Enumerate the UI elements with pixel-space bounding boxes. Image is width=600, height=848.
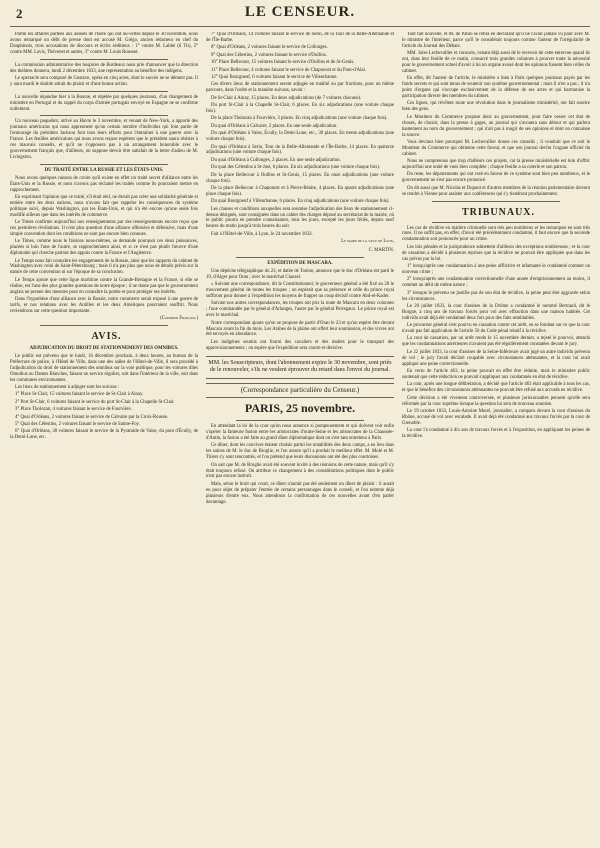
subscription-notice: [206, 356, 394, 380]
paragraph: Nous ne comprenons que trop d'ailleurs ces projets, car la presse ministérielle est loin d'offrir aujourd'hui une unité de vues bien complète ; chaque feuille a sa coterie et son patron.: [402, 159, 590, 171]
paragraph: Les lieux de stationnement à adjuger sont les suivans :: [15, 385, 120, 390]
list-item: 5° Quai des Célestins, 2 voitures faisant le service de Sainte-Foy.: [15, 422, 140, 428]
paragraph: Le Temps ajoute que cette ligue maritime contre la Grande-Bretagne et la France, si elle se réalise, est l'une des plus grandes questions de notre époque ; il ne doute pas que le gouvernement anglais ne prenne des mesures pour en connaître la portée et pour protéger ses intérêts.: [10, 277, 198, 295]
paragraph: La cour l'a condamné à dix ans de travaux forcés et à l'exposition, en appliquant les peines de la récidive.: [402, 428, 590, 440]
list-item: 3° lorsque le prévenu ne justifie pas de son état de récidive, la peine peut être aggravée selon les circonstances.: [402, 290, 590, 302]
divider: [432, 222, 560, 223]
paragraph: Le Temps nous fait connaître les engagements de la Russie, ainsi que les rapports du cabinet de Washington avec celui de Saint-Pétersbourg ; mais il n'a pas plus que nous de détails précis sur la nature de cette convention ni sur l'époque de sa conclusion.: [10, 258, 198, 276]
divider: [40, 325, 168, 326]
columns: [10, 27, 590, 844]
paragraph: En exprimant l'opinion que ce traité, s'il était réel, ne devait pas créer une solidarité générale et entière entre les deux nations, nous n'avons fait que rappeler les conséquences du système politique suivi, depuis Washington, par les États-Unis, et qui n'a été encore qu'une seule fois modifié ailleurs que dans les intérêts de commerce.: [10, 194, 198, 218]
paragraph: Vous devinez bien pourquoi M. Lechevallier donne ces conseils ; il voudrait que ce soit le Moniteur du Commerce qui obtienne cette faveur, et que son journal devînt l'organe officiel du cabinet.: [402, 139, 590, 157]
list-item: De St-Clair à Ainay, 15 places. En deux adjudications (de 7 voitures chacune).: [211, 95, 362, 101]
paragraph: Notre correspondant ajoute qu'on se propose de partir d'Oran le 23 et qu'on espère être devant Mascara avant la fin du mois. Les Arabes de la plaine ont offert leur soumission, et des vivres ont été envoyés en abondance.: [206, 320, 394, 338]
paragraph: La nouvelle répandue hier à la Bourse, et répétée par quelques journaux, d'un changement de ministère en Portugal et du rappel du corps d'armée portugais envoyé en Espagne ne se confirme nullement.: [10, 94, 198, 112]
paragraph: Suivant nos autres correspondances, les troupes ont pris la route de Mascara en deux colonnes ; l'une commandée par le général d'Arlanges, l'autre par le général Perregaux. Le prince royal est avec le maréchal.: [206, 301, 394, 319]
signature-name: C. MARTIN.: [368, 248, 394, 254]
divider: [236, 257, 364, 258]
masthead-title: LE CENSEUR.: [244, 4, 356, 20]
notice-heading: AVIS.: [91, 331, 122, 343]
paragraph: Mais, selon le bruit qui court, ce dîner n'aurait pas été seulement un dîner de plaisir : il aurait eu pour objet de préparer l'entrée de certains personnages dans le conseil, et l'on nomme déjà plusieurs d'entre eux. Nous attendrons la confirmation de ces nouvelles avant d'en parler davantage.: [206, 481, 394, 505]
dateline: PARIS, 25 novembre.: [244, 401, 356, 416]
list-item: 1° lorsqu'après une condamnation à une peine afflictive et infamante le condamné commet un nouveau crime ;: [402, 264, 590, 275]
paragraph: Le spectacle sera composé de Gustave, opéra en cinq actes, dont le succès ne se dément pas. Il y aura mardi le double attrait du plaisir et d'une bonne action.: [10, 75, 198, 87]
list-item: 3° Place Tholozan, 4 voitures faisant le service de Fourvière.: [15, 407, 132, 413]
paragraph: Ces lignes, qui révèlent toute une révolution dans le journalisme ministériel, ont fait sourire bien des gens.: [402, 101, 590, 113]
divider: [236, 420, 364, 421]
signature-title: Le maire de la ville de Lyon,: [341, 239, 394, 245]
list-item: 2° Port St-Clair, 6 voitures faisant le service du port St-Clair à la Chapelle St-Clair.: [15, 399, 175, 405]
list-item: Du quai d'Orléans à Collonges, 2 places. En une seule adjudication.: [211, 157, 341, 163]
article-heading: EXPÉDITION DE MASCARA.: [267, 261, 333, 266]
paragraph: Le Moniteur du Commerce propose donc au gouvernement, pour faire cesser cet état de choses, de choisir, dans la presse à gages, un journal qui s'avouera sans détour et qui parlera hautement au nom du gouvernement ; qui n'ait pas à rougir de ses opinions et dont on connaisse la source.: [402, 114, 590, 138]
paragraph: Parmi les affaires portées aux assises de l'Isère qui ont ou-vertes depuis le 30 novembre, nous avons remarqué un délit de presse dont est accusé M. Grégo, ancien rédacteur en chef du Dauphinois, trois accusations de discours et écrits séditieux : 1° contre M. Labbé (il Tit), 2° contre MM. Lavis, Thévenet et autres, 3° contre M. Louis Rousset.: [10, 32, 198, 55]
column-left: [10, 32, 198, 844]
list-item: 4° Quai d'Orléans, 2 voitures faisant le service de Calvaire par la Croix-Rousse.: [15, 414, 169, 420]
paragraph: MM. Jules Lechevallier et consorts, venant déjà aussi de le recevoir de cette entrevue quand ils ont, dans leur feuille de ce matin, consacré trois grandes colonnes à prouver toute la nécessité pour le gouvernement actuel d'avoir à lui un organe avoué dont les opinions fussent bien celles du cabinet.: [402, 51, 590, 74]
paragraph: Le 22 juillet 1833, la cour d'assises de la Seine-Inférieure avait jugé un autre individu prévenu de vol ; le jury l'avait déclaré coupable avec circonstances atténuantes, et la cour lui avait appliqué une peine correctionnelle.: [402, 349, 590, 367]
paragraph: Les lois pénales et la jurisprudence admettent d'ailleurs des exceptions nombreuses ; et la cour de cassation a décidé à plusieurs reprises que la récidive ne pouvait être appliquée que dans les cas prévus par la loi.: [402, 244, 590, 262]
source-credit: (Courrier Français.): [160, 316, 198, 322]
list-item: De la place Tholozan à Fourvière, 3 places. En cinq adjudications (une voiture chaque fois).: [211, 116, 388, 122]
paragraph: En attendant la loi de la cour qu'on nous annonce si pompeusement et qui doivent voir enfin s'opérer la fameuse fusion entre les aristocrates d'outre-Seine et les aristocrates de la Chaussée-d'Antin, la fusion a été faite au grand dîner diplomatique dont on s'est tant entretenu à Paris.: [206, 424, 394, 441]
paragraph: Le 19 octobre 1833, Louis-Antoine Morel, journalier, a comparu devant la cour d'assises du Rhône, accusé de vol avec escalade. Il avait déjà été condamné aux travaux forcés par la cour de Grenoble.: [402, 408, 590, 426]
paragraph: Cette décision a été vivement controversée, et plusieurs jurisconsultes pensent qu'elle sera réformée par la cour suprême lorsque la question lui sera de nouveau soumise.: [402, 395, 590, 407]
paragraph: En effet, dit l'auteur de l'article, le ministère a bien à Paris quelques journaux payés par les fonds secrets et qui sont tenus de soutenir son système gouvernemental ; mais il n'en a pas ; il n'a point d'organe qui s'occupe exclusivement de la défense de ses actes et qui harmonise la participation directe des membres du cabinet.: [402, 76, 590, 100]
paragraph: « Suivant une correspondance, dit le Constitutionnel, le gouverneur général a été fixé au 20 le mouvement général de toutes les troupes ; on espérait que sa présence et celle du prince royal suffiront pour donner à l'expédition les moyens de frapper un coup décisif contre Abd-el-Kader.: [206, 282, 394, 300]
article-heading: DU TRAITÉ ENTRE LA RUSSIE ET LES ÉTATS-UNIS.: [44, 167, 164, 173]
page-header: [10, 0, 590, 27]
subscription-notice-text: MM. les Souscripteurs, dont l'abonnement expire le 30 novembre, sont priés de le renouveler, s'ils ne veulent éprouver du retard dans l'envoi du journal.: [208, 359, 392, 373]
list-item: 2° lorsqu'après une condamnation correctionnelle d'une année d'emprisonnement au moins, il commet un délit de même nature ;: [402, 277, 590, 289]
page-number: 2: [16, 6, 23, 21]
divider: [40, 164, 168, 165]
paragraph: On sait que M. de Broglie avait été souvent invité à des réunions de cette nature, mais qu'il s'y était toujours refusé. On attribue ce changement à des considérations politiques dont le public n'est pas encore instruit.: [206, 462, 394, 480]
paragraph: Le Times, comme nous le faisions nous-mêmes, se demande pourquoi ces deux puissances, placées si loin l'une de l'autre, se rapprocheraient ainsi, et si ce n'est pas plutôt l'œuvre d'une diplomatie qui cherche partout des appuis contre la France et l'Angleterre.: [10, 239, 198, 257]
divider: [40, 59, 168, 60]
list-item: De la place Bellecour à Chaponost et à Pierre-Bénite, 4 places. En quatre adjudications (une place chaque fois).: [206, 185, 394, 197]
paragraph: Le procureur général s'est pourvu en cassation contre cet arrêt, en se fondant sur ce que la cour n'avait pas fait application de l'article 56 du Code pénal relatif à la récidive.: [402, 323, 590, 335]
divider: [40, 115, 168, 116]
paragraph: Une dépêche télégraphique du 23, et datée de Toulon, annonce que le duc d'Orléans est parti le 19, d'Alger pour Oran ; avec le maréchal Clauzel.: [206, 268, 394, 280]
divider: [40, 91, 168, 92]
paragraph: Le Times confirme aujourd'hui nos renseignements par des renseignements encore reçus que ces premières révélations. Il n'est plus question d'une alliance offensive et défensive, mais d'une simple convention dont les conditions ne sont pas encore bien connues.: [10, 220, 198, 237]
list-item: 9° Quai des Célestins, 2 voitures faisant le service d'Oullins.: [211, 52, 327, 58]
section-heading: TRIBUNAUX.: [461, 206, 536, 218]
list-item: Du port St-Clair à la Chapelle St-Clair, 6 places. En six adjudications (une voiture chaque fois).: [206, 103, 394, 114]
paragraph: Les indigènes soumis ont fourni des cavaliers et des mulets pour le transport des approvisionnements ; on espère que l'expédition sera courte et décisive.: [206, 339, 394, 351]
paragraph: La cour, après une longue délibération, a décidé que l'article 463 était applicable à tous les cas, et que le bénéfice des circonstances atténuantes ne pouvait être refusé aux accusés en récidive.: [402, 382, 590, 394]
paragraph: Nous avons quelques raisons de croire qu'il existe en effet un traité secret d'alliance entre les États-Unis et la Russie, et nous n'avons pas réclamé les traités comme ils pourraient mettre en rapprochement.: [10, 175, 198, 193]
paragraph: Les clauses et conditions auxquelles sera soumise l'adjudication des lieux de stationnement ci-dessus désignés, sont consignées dans un cahier des charges déposé au secrétariat de la mairie, où le public pourra en prendre connaissance, tous les jours, excepté les jours fériés, depuis neuf heures du matin jusqu'à trois heures du soir.: [206, 206, 394, 230]
list-item: Du quai des Célestins à St-Just, 6 places. En six adjudications (une voiture chaque fois).: [211, 165, 381, 171]
paragraph: Le 20 juillet 1833, la cour d'assises de la Drôme a condamné le nommé Bertrand, dit le Borgne, à cinq ans de travaux forcés pour vol avec effraction dans une maison habitée. Cet individu avait déjà été condamné deux fois pour des faits semblables.: [402, 303, 590, 321]
list-item: 7° Quai d'Orléans, 14 voitures faisant le service de Serin, de la Tour de la Belle-Allemande et de l'Île-Barbe.: [206, 32, 394, 43]
paragraph: La commission administrative des hospices de Bordeaux nous prie d'annoncer que la direction des théâtres donnera, lundi 2 décembre 1833, une représentation au bénéfice des indigens.: [10, 62, 198, 74]
notice-subheading: ADJUDICATION DU DROIT DE STATIONNEMENT DES OMNIBUS.: [29, 346, 179, 352]
paragraph: En vertu de l'article 463, la peine pouvait en effet être réduite, mais le ministère public soutenait que cette réduction ne pouvait s'appliquer aux condamnés en état de récidive.: [402, 369, 590, 380]
column-middle: [206, 32, 394, 844]
paragraph: Ce dîner, dont les convives étaient choisis parmi les notabilités des deux camps, a eu lieu dans les salons de M. le duc de Broglie, et l'on assure qu'il a produit le meilleur effet. M. Molé et M. Thiers s'y sont rencontrés, et l'on prétend que leurs discussions ont été des plus courtoises.: [206, 443, 394, 461]
paragraph: Dans l'hypothèse d'une alliance avec la Russie, notre commerce serait exposé à une guerre de tarifs, et nos relations avec les Antilles et les deux Amériques pourraient souffrir. Nous reviendrons sur cette question importante.: [10, 296, 198, 314]
paragraph: Du reste, les départements qui ont voté en faveur de ce système sont bien peu nombreux, et le gouvernement ne s'est pas encore prononcé.: [402, 172, 590, 184]
paragraph: Fait à l'Hôtel-de-Ville, à Lyon, le 24 novembre 1833.: [211, 231, 313, 237]
paragraph: Les cas de récidive en matière criminelle sont très peu nombreux et les remarques en sont très rares. Il ne suffit pas, en effet, d'avoir été précédemment condamné, il faut encore que la seconde condamnation soit prononcée pour un crime.: [402, 225, 590, 243]
list-item: 10° Place Bellecour, 15 voitures faisant le service d'Oullins et de St-Genis.: [211, 60, 355, 66]
paragraph: On dit aussi que M. Nicolas et Dupont et d'autres membres de la réunion parlementaire doivent se rendre à Vienne pour assister aux conférences qui s'y tiendront prochainement.: [402, 185, 590, 197]
column-right: [402, 32, 590, 844]
divider: [432, 201, 560, 202]
list-item: Du quai d'Orléans à Vaise, Écully, la Demi-Lune, etc., 30 places. En trente adjudications (une voiture chaque fois).: [206, 131, 394, 143]
list-item: Du quai Bourgneuf à Villeurbanne, 6 places. En cinq adjudications (une voiture chaque fois).: [211, 199, 390, 205]
list-item: Du quai d'Orléans à Calvaire, 2 places. En une seule adjudication.: [211, 123, 338, 129]
list-item: De la place Bellecour à Oullins et St-Genis, 15 places. En onze adjudications (une voiture chaque fois).: [206, 172, 394, 184]
list-item: 11° Place Bellecour, 4 voitures faisant le service de Chaponost et du Pont-d'Alaï.: [211, 67, 367, 73]
list-item: 8° Quai d'Orléans, 2 voitures faisant le service de Collonges.: [211, 45, 328, 51]
list-item: 12° Quai Bourgneuf, 6 voitures faisant le service de Villeurbanne.: [211, 74, 338, 80]
paragraph: Un nouveau paquebot, arrivé au Havre le 3 novembre, et venant de New-York, a apporté des journaux américains qui nous apprennent qu'un certain nombre d'individus qui font partie de l'entourage du président Jackson font tous leurs efforts pour l'entraîner à une guerre avec la France. Les feuilles américaines qui nous avons reçues espèrent que le président saura résister à ces mauvais conseils, et qu'il ne s'opposera pas à un arrangement honorable avec le gouvernement français que, d'ailleurs, on suppose devoir être satisfait de la lettre d'adieu de M. Livingston.: [10, 119, 198, 160]
paragraph: Le public est prévenu que le lundi, 16 décembre prochain, à deux heures, au bureau de la Préfecture de police, à l'Hôtel de Ville, dans une des salles de l'Hôtel-de-Ville, il sera procédé à l'adjudication du droit de stationnement des omnibus sur la voie publique, pour les voitures dites Omnibus ou Dames Blanches, faisant un service régulier, soit dans l'intérieur de la ville, soit dans les communes environnantes.: [10, 353, 198, 383]
list-item: 1° Place St-Clair, 15 voitures faisant le service de St-Clair à Ainay.: [15, 392, 144, 398]
list-item: Du quai d'Orléans à Serin, Tour de la Belle-Allemande et l'Île-Barbe, 14 places. En quatorze adjudications (une voiture chaque fois).: [206, 144, 394, 156]
paragraph: Tout fait nouvelle, et M. de Pablo se retira en déclarant qu'il ne l'avait jamais vu pour avec M. le ministre de l'intérieur, parce qu'il le considérait toujours comme l'auteur de l'irrégularité de l'article du Journal des Débats.: [402, 32, 590, 49]
correspondence-banner: (Correspondance particulière du Censeur.): [206, 383, 394, 398]
paragraph: Ces divers lieux de stationnement seront adjugés en totalité ou par fractions, pour un même parcours, dans l'ordre et la manière suivans, savoir :: [206, 82, 394, 94]
paragraph: La cour de cassation, par un arrêt rendu le 15 novembre dernier, a rejeté le pourvoi, attendu que les condamnations antérieures n'avaient pas été régulièrement constatées devant le jury.: [402, 336, 590, 348]
list-item: 6° Quai d'Orléans, 30 voitures faisant le service de la Pyramide de Vaise, du pont d'Écully, de la Demi-Lune, etc.: [10, 429, 198, 441]
